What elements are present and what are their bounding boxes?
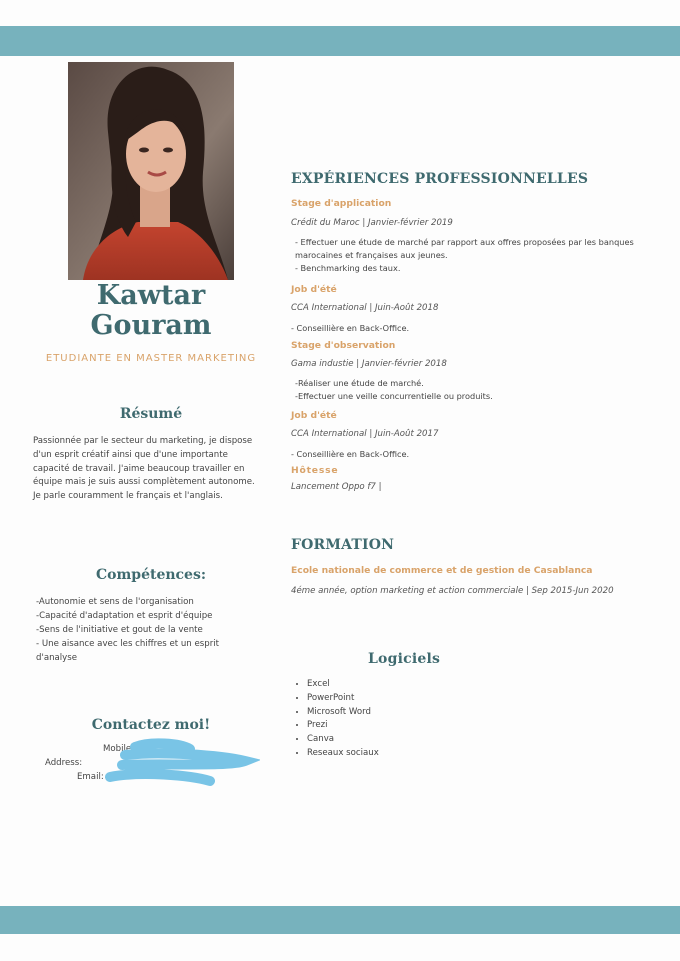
skill-item: - Une aisance avec les chiffres et un esprit [36,639,219,649]
resume-line: d'un esprit créatif ainsi que d'une importante [33,449,228,460]
job-line: - Benchmarking des taux. [295,263,401,273]
job-description [295,236,634,275]
job-meta: Lancement Oppo f7 | [291,482,382,492]
job-description [291,322,409,335]
job-meta: Gama industie | Janvier-février 2018 [291,359,447,369]
top-band [0,26,680,56]
software-item: • Microsoft Word [307,706,379,720]
job-line: - Conseillière en Back-Office. [291,449,410,459]
skills-heading: Compétences: [95,567,207,583]
software-heading: Logiciels [368,651,441,667]
skill-item: -Capacité d'adaptation et esprit d'équipe [36,611,213,621]
skill-item: -Sens de l'initiative et gout de la vente [36,625,203,635]
role-title: ETUDIANTE EN MASTER MARKETING [45,353,257,364]
job-line: -Réaliser une étude de marché. [295,378,424,388]
last-name: Gouram [90,310,212,341]
job-line: - Conseillière en Back-Office. [291,323,410,333]
job-title: Stage d'observation [291,340,396,351]
address-label: Address: [45,758,83,768]
mobile-label: Mobile: [103,744,135,754]
redaction-scribble [40,735,260,795]
software-item: • Canva [307,733,379,747]
contact-heading: Contactez moi! [91,717,211,733]
job-title: Hôtesse [291,465,339,476]
resume-heading: Résumé [119,406,183,422]
software-item: • Reseaux sociaux [307,747,379,761]
experience-heading: EXPÉRIENCES PROFESSIONNELLES [291,171,589,187]
job-title: Job d'été [291,410,337,421]
skills-list [36,595,261,665]
school-name: Ecole nationale de commerce et de gestion de Casablanca [291,565,593,576]
job-meta: Crédit du Maroc | Janvier-février 2019 [291,218,453,228]
job-description [295,377,493,403]
first-name: Kawtar [96,280,206,311]
education-detail: 4éme année, option marketing et action commerciale | Sep 2015-Jun 2020 [291,586,614,596]
job-line: - Effectuer une étude de marché par rapport aux offres proposées par les banques [295,237,634,247]
resume-line: équipe mais je suis aussi complètement autonome. [33,477,255,488]
resume-line: Je parle couramment le français et l'anglais. [33,491,223,502]
resume-line: Passionnée par le secteur du marketing, je dispose [33,436,253,446]
skill-item: d'analyse [36,653,78,663]
resume-line: capacité de travail. J'aime beaucoup travailler en [33,463,245,474]
job-title: Job d'été [291,284,337,295]
bottom-band [0,906,680,934]
software-list [291,678,379,761]
job-description [291,448,409,461]
job-line: marocaines et françaises aux jeunes. [295,250,448,260]
software-item: • Prezi [307,719,379,733]
resume-text [33,435,258,504]
job-meta: CCA International | Juin-Août 2018 [291,303,439,313]
job-line: -Effectuer une veille concurrentielle ou produits. [295,391,493,401]
profile-photo [68,62,234,280]
software-item: • PowerPoint [307,692,379,706]
job-title: Stage d'application [291,198,392,209]
job-meta: CCA International | Juin-Août 2017 [291,429,439,439]
education-heading: FORMATION [291,537,395,553]
skill-item: -Autonomie et sens de l'organisation [36,597,194,607]
email-label: Email: [77,772,104,782]
software-item: • Excel [307,678,379,692]
